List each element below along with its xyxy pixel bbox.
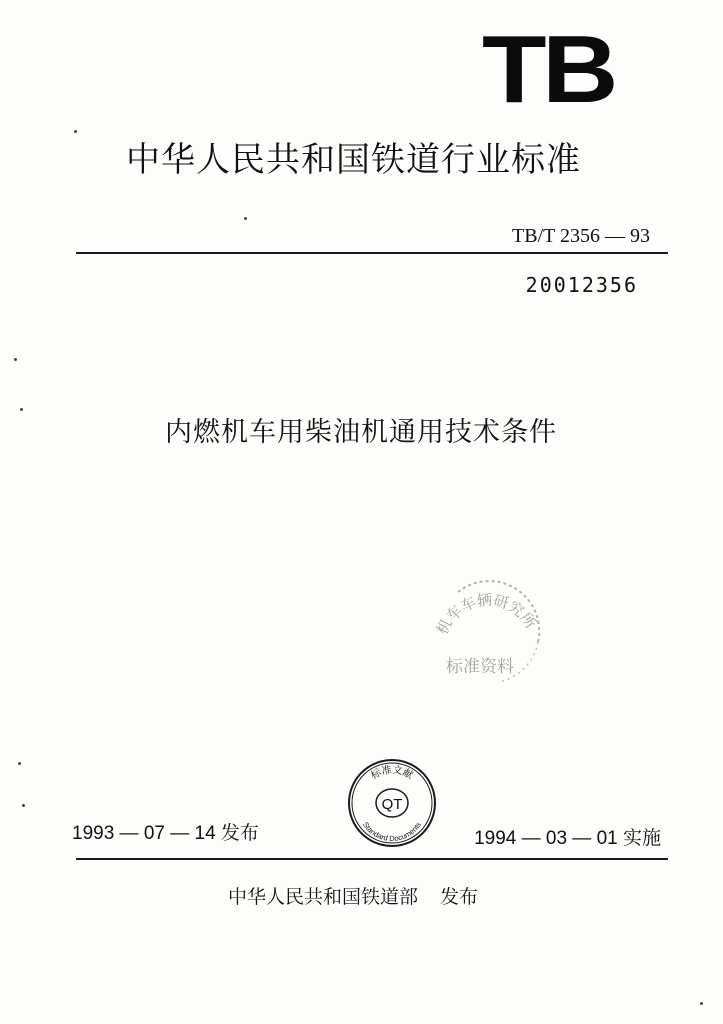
svg-text:机车车辆研究所 (433, 591, 540, 638)
document-number: 20012356 (525, 273, 638, 297)
top-divider (76, 252, 668, 254)
bottom-divider (76, 858, 668, 860)
seal-qt-center: QT (381, 796, 403, 813)
tb-logo: TB (482, 16, 614, 123)
document-title: 内燃机车用柴油机通用技术条件 (165, 417, 557, 448)
issue-date: 1993 — 07 — 14 发布 (72, 823, 259, 844)
seal-qt-top-text: 标准文献 (369, 764, 415, 782)
seal-qt-bottom-text: Standard Documents (360, 820, 424, 844)
scan-speck (22, 804, 25, 807)
standard-code: TB/T 2356 — 93 (512, 225, 650, 247)
scan-speck (18, 762, 21, 765)
svg-text:标准文献 (368, 763, 415, 782)
implementation-date: 1994 — 03 — 01 实施 (474, 828, 661, 849)
publisher-action: 发布 (440, 886, 479, 908)
archive-stamp-top-text: 机车车辆研究所 (432, 590, 540, 638)
archive-stamp (428, 572, 548, 692)
publisher (228, 882, 478, 909)
scan-speck (74, 130, 77, 133)
scan-speck (244, 217, 247, 220)
scan-speck (14, 358, 17, 361)
standard-category-title: 中华人民共和国铁道行业标准 (126, 140, 581, 180)
scan-speck (20, 408, 23, 411)
publisher-name: 中华人民共和国铁道部 (228, 886, 419, 908)
archive-stamp-bottom-text: 标准资料 (446, 657, 514, 677)
scan-speck (700, 1002, 703, 1005)
standard-documents-seal (346, 757, 438, 849)
